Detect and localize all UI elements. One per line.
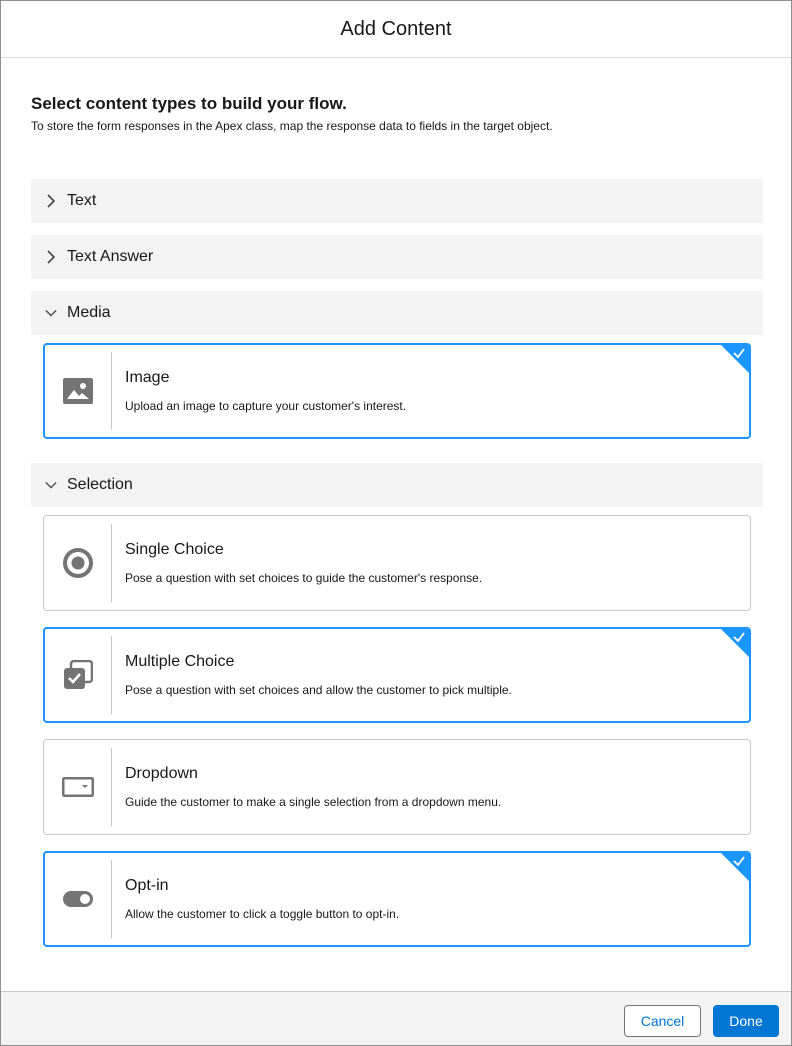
image-icon bbox=[63, 378, 93, 404]
modal-title: Add Content bbox=[340, 17, 452, 40]
card-description: Guide the customer to make a single selection from a dropdown menu. bbox=[125, 795, 502, 809]
modal-body[interactable] bbox=[1, 58, 791, 991]
intro-heading: Select content types to build your flow. bbox=[31, 94, 347, 113]
section-label: Text bbox=[67, 192, 97, 209]
card-icon-wrap bbox=[44, 524, 112, 602]
modal-footer bbox=[1, 991, 791, 1045]
intro-subheading: To store the form responses in the Apex class, map the response data to fields in the target object. bbox=[31, 119, 553, 133]
chevron-right-icon bbox=[45, 195, 57, 207]
card-opt-in[interactable] bbox=[43, 851, 751, 947]
section-text-answer[interactable] bbox=[31, 235, 763, 279]
dropdown-icon bbox=[62, 777, 94, 797]
chevron-down-icon bbox=[45, 307, 57, 319]
card-image[interactable] bbox=[43, 343, 751, 439]
card-description: Allow the customer to click a toggle button to opt-in. bbox=[125, 907, 400, 921]
cancel-button[interactable]: Cancel bbox=[624, 1005, 701, 1037]
checkmark-icon bbox=[732, 630, 746, 644]
card-title: Image bbox=[125, 369, 170, 386]
card-dropdown[interactable] bbox=[43, 739, 751, 835]
checkmark-icon bbox=[732, 854, 746, 868]
section-media[interactable] bbox=[31, 291, 763, 335]
card-icon-wrap bbox=[44, 860, 112, 938]
chevron-down-icon bbox=[45, 479, 57, 491]
card-icon-wrap bbox=[44, 352, 112, 430]
card-title: Opt-in bbox=[125, 877, 169, 894]
card-title: Single Choice bbox=[125, 541, 224, 558]
section-label: Selection bbox=[67, 476, 133, 493]
section-text[interactable] bbox=[31, 179, 763, 223]
card-single-choice[interactable] bbox=[43, 515, 751, 611]
card-description: Pose a question with set choices and allow the customer to pick multiple. bbox=[125, 683, 512, 697]
card-icon-wrap bbox=[44, 636, 112, 714]
section-selection[interactable] bbox=[31, 463, 763, 507]
modal-header bbox=[1, 1, 791, 58]
section-label: Media bbox=[67, 304, 111, 321]
checkbox-stack-icon bbox=[63, 660, 93, 690]
card-title: Multiple Choice bbox=[125, 653, 235, 670]
card-title: Dropdown bbox=[125, 765, 198, 782]
card-description: Pose a question with set choices to guide the customer's response. bbox=[125, 571, 483, 585]
chevron-right-icon bbox=[45, 251, 57, 263]
card-icon-wrap bbox=[44, 748, 112, 826]
section-label: Text Answer bbox=[67, 248, 154, 265]
radio-icon bbox=[62, 547, 94, 579]
done-button[interactable]: Done bbox=[713, 1005, 779, 1037]
checkmark-icon bbox=[732, 346, 746, 360]
card-multiple-choice[interactable] bbox=[43, 627, 751, 723]
card-description: Upload an image to capture your customer's interest. bbox=[125, 399, 407, 413]
toggle-icon bbox=[63, 891, 93, 907]
